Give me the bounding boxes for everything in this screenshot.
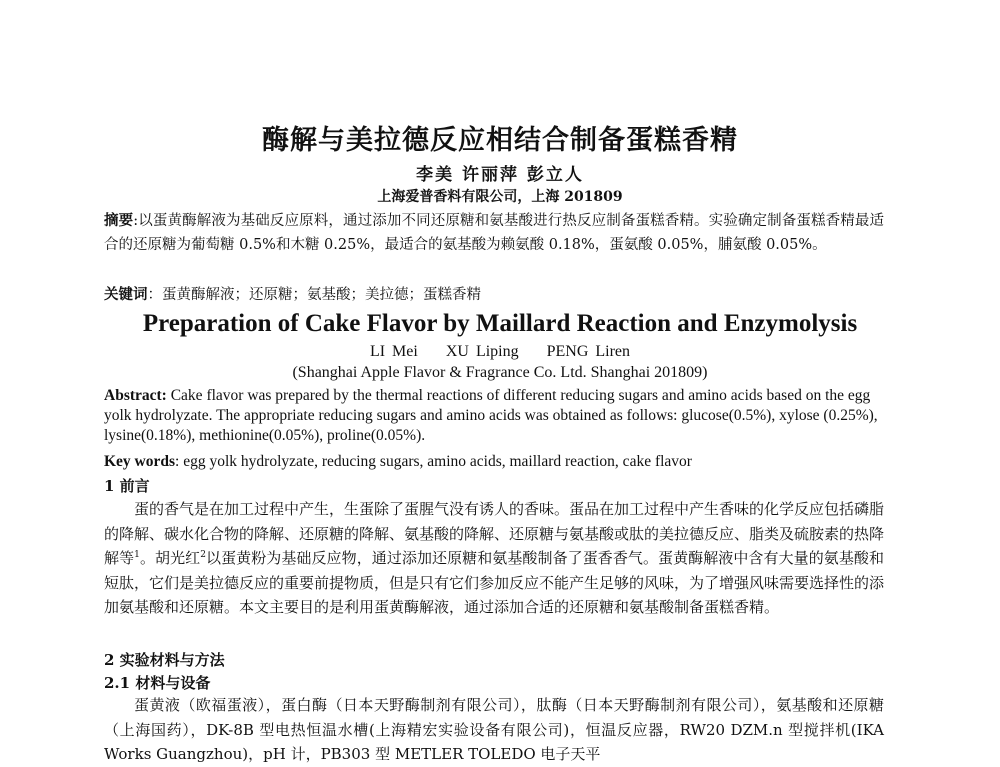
english-abstract-label: Abstract: <box>104 387 167 404</box>
english-affiliation: (Shanghai Apple Flavor & Fragrance Co. Ltd. Shanghai 201809) <box>292 364 708 381</box>
section-2-1-text: 蛋黄液（欧福蛋液），蛋白酶（日本天野酶制剂有限公司），肽酶（日本天野酶制剂有限公司），氨基酸和还原糖（上海国药），DK-8B 型电热恒温水槽(上海精宏实验设备有限公司)，恒温反应器，RW20 DZM.n 型搅拌机(IKA Works Guangzhou)，pH 计，PB303 型 METLER TOLEDO 电子天平 <box>104 696 884 763</box>
english-abstract <box>104 386 884 446</box>
chinese-abstract <box>104 209 884 257</box>
section-1-text-part-c: 以蛋黄粉为基础反应物，通过添加还原糖和氨基酸制备了蛋香香气。蛋黄酶解液中含有大量的氨基酸和短肽，它们是美拉德反应的重要前提物质，但是只有它们参加反应不能产生足够的风味，为了增强风味需要选择性的添加氨基酸和还原糖。本文主要目的是利用蛋黄酶解液，通过添加合适的还原糖和氨基酸制备蛋糕香精。 <box>104 549 885 616</box>
english-keywords <box>104 452 884 472</box>
chinese-keywords <box>104 283 884 307</box>
chinese-authors: 李美 许丽萍 彭立人 <box>416 165 584 185</box>
section-1-text-part-a: 蛋的香气是在加工过程中产生，生蛋除了蛋腥气没有诱人的香味。蛋品在加工过程中产生香味的化学反应包括磷脂的降解、碳水化合物的降解、还原糖的降解、氨基酸的降解、还原糖与氨基酸或肽的美拉德反应、脂类及硫胺素的热降解等 <box>104 500 885 567</box>
section-2-heading: 2 实验材料与方法 <box>104 651 225 669</box>
english-keywords-text: : egg yolk hydrolyzate, reducing sugars, amino acids, maillard reaction, cake flavor <box>175 453 692 470</box>
english-title: Preparation of Cake Flavor by Maillard Reaction and Enzymolysis <box>142 310 858 337</box>
english-keywords-label: Key words <box>104 453 176 470</box>
section-2-1-heading: 2.1 材料与设备 <box>104 674 211 692</box>
chinese-abstract-label: 摘要 <box>104 212 134 229</box>
citation-1: 1 <box>134 550 140 560</box>
chinese-affiliation: 上海爱普香料有限公司，上海 201809 <box>377 189 623 205</box>
chinese-keywords-label: 关键词 <box>104 286 148 303</box>
section-1-heading: 1 前言 <box>104 477 150 495</box>
section-2-1-paragraph <box>104 693 884 767</box>
section-1-paragraph <box>104 497 884 620</box>
citation-2: 2 <box>200 550 206 560</box>
english-abstract-text: Cake flavor was prepared by the thermal reactions of different reducing sugars and amino acids based on the egg yolk hydrolyzate. The appropriate reducing sugars and amino acids was obtained as follows: glucose(0.5%), xylose (0.25%), lysine(0.18%), methionine(0.05%), proline(0.05%). <box>104 387 878 444</box>
english-authors: LI Mei XU Liping PENG Liren <box>369 343 631 360</box>
chinese-title: 酶解与美拉德反应相结合制备蛋糕香精 <box>262 125 738 156</box>
section-1-text-part-b: 。胡光红 <box>139 549 201 567</box>
chinese-keywords-text: ：蛋黄酶解液；还原糖；氨基酸；美拉德；蛋糕香精 <box>147 287 481 303</box>
chinese-abstract-text: :以蛋黄酶解液为基础反应原料，通过添加不同还原糖和氨基酸进行热反应制备蛋糕香精。实验确定制备蛋糕香精最适合的还原糖为葡萄糖 0.5%和木糖 0.25%，最适合的氨基酸为赖氨酸 0.18%，蛋氨酸 0.05%，脯氨酸 0.05%。 <box>104 213 884 253</box>
